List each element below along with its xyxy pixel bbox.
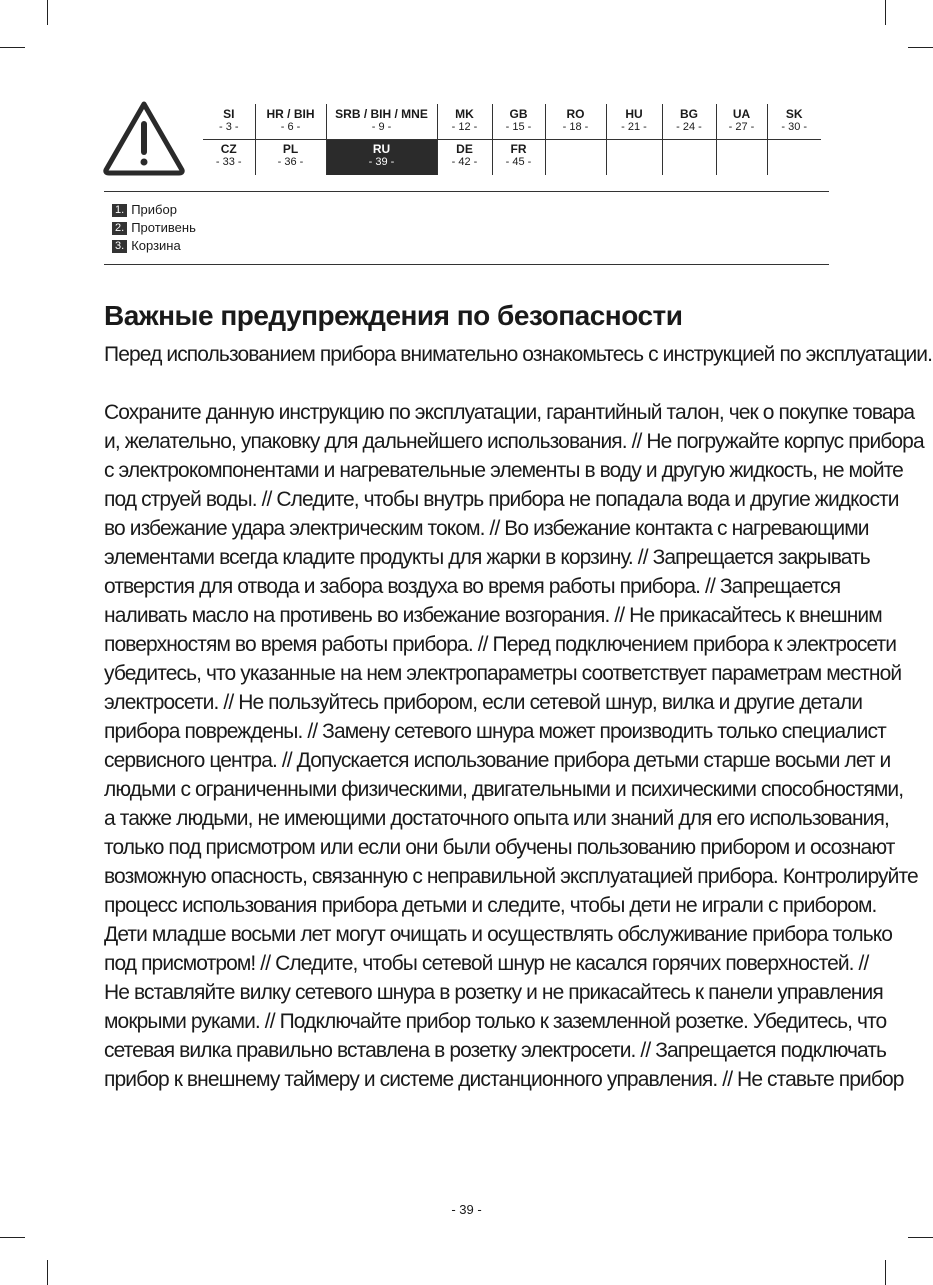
body-text-line: прибора повреждены. // Замену сетевого шнура может производить только специалист <box>104 720 886 743</box>
body-text-line: мокрыми руками. // Подключайте прибор только к заземленной розетке. Убедитесь, что <box>104 1010 887 1033</box>
body-text-line: с электрокомпонентами и нагревательные элементы в воду и другую жидкость, не мойте <box>104 459 903 482</box>
language-cell-empty <box>716 140 767 176</box>
page-number: - 39 - <box>451 1202 482 1217</box>
parts-list-item: 3. Корзина <box>112 237 196 255</box>
crop-mark <box>0 1237 25 1238</box>
language-cell-active[interactable]: RU - 39 - <box>326 140 437 176</box>
body-text-line: а также людьми, не имеющими достаточного опыта или знаний для его использования, <box>104 807 889 830</box>
body-text-line: отверстия для отвода и забора воздуха во время работы прибора. // Запрещается <box>104 575 841 598</box>
intro-paragraph: Перед использованием прибора внимательно ознакомьтесь с инструкцией по эксплуатации. <box>104 343 933 366</box>
language-cell[interactable]: GB - 15 - <box>492 104 545 140</box>
language-index-table <box>203 104 821 175</box>
language-cell-empty <box>545 140 606 176</box>
body-text-line: наливать масло на противень во избежание возгорания. // Не прикасайтесь к внешним <box>104 604 882 627</box>
crop-mark <box>908 1237 933 1238</box>
body-text-line: поверхностям во время работы прибора. // Перед подключением прибора к электросети <box>104 633 897 656</box>
language-cell[interactable]: PL - 36 - <box>255 140 326 176</box>
language-cell[interactable]: SK - 30 - <box>767 104 821 140</box>
language-cell-empty <box>767 140 821 176</box>
safety-warnings-paragraph <box>104 398 924 1094</box>
language-cell[interactable]: RO - 18 - <box>545 104 606 140</box>
parts-list-item: 1. Прибор <box>112 201 196 219</box>
body-text-line: сервисного центра. // Допускается использование прибора детьми старше восьми лет и <box>104 749 891 772</box>
language-row <box>203 104 821 140</box>
body-text-line: под струей воды. // Следите, чтобы внутрь прибора не попадала вода и другие жидкости <box>104 488 899 511</box>
language-cell[interactable]: UA - 27 - <box>716 104 767 140</box>
language-cell[interactable]: HU - 21 - <box>606 104 662 140</box>
language-cell[interactable]: CZ - 33 - <box>203 140 255 176</box>
language-cell-empty <box>606 140 662 176</box>
body-text-line: людьми с ограниченными физическими, двигательными и психическими способностями, <box>104 778 904 801</box>
parts-list <box>112 201 196 255</box>
divider <box>104 191 829 192</box>
body-text-line: элементами всегда кладите продукты для жарки в корзину. // Запрещается закрывать <box>104 546 870 569</box>
language-cell[interactable]: MK - 12 - <box>437 104 492 140</box>
language-cell[interactable]: FR - 45 - <box>492 140 545 176</box>
parts-list-item: 2. Противень <box>112 219 196 237</box>
body-text-line: под присмотром! // Следите, чтобы сетевой шнур не касался горячих поверхностей. // <box>104 952 869 975</box>
divider <box>104 264 829 265</box>
crop-mark <box>47 0 48 25</box>
body-text-line: во избежание удара электрическим током. // Во избежание контакта с нагревающими <box>104 517 869 540</box>
body-text-line: только под присмотром или если они были обучены пользованию прибором и осознают <box>104 836 895 859</box>
body-text-line: Сохраните данную инструкцию по эксплуатации, гарантийный талон, чек о покупке товара <box>104 401 915 424</box>
body-text-line: возможную опасность, связанную с неправильной эксплуатацией прибора. Контролируйте <box>104 865 918 888</box>
language-cell[interactable]: HR / BIH - 6 - <box>255 104 326 140</box>
warning-triangle-icon <box>102 100 186 176</box>
language-cell[interactable]: BG - 24 - <box>662 104 716 140</box>
body-text-line: и, желательно, упаковку для дальнейшего использования. // Не погружайте корпус прибора <box>104 430 924 453</box>
body-text-line: прибор к внешнему таймеру и системе дистанционного управления. // Не ставьте прибор <box>104 1068 904 1091</box>
language-cell-empty <box>662 140 716 176</box>
body-text-line: Дети младше восьми лет могут очищать и осуществлять обслуживание прибора только <box>104 923 893 946</box>
body-text-line: процесс использования прибора детьми и следите, чтобы дети не играли с прибором. <box>104 894 877 917</box>
crop-mark <box>0 47 25 48</box>
language-row <box>203 140 821 176</box>
language-cell[interactable]: SI - 3 - <box>203 104 255 140</box>
body-text-line: сетевая вилка правильно вставлена в розетку электросети. // Запрещается подключать <box>104 1039 887 1062</box>
crop-mark <box>908 47 933 48</box>
crop-mark <box>885 0 886 25</box>
language-cell[interactable]: DE - 42 - <box>437 140 492 176</box>
language-cell[interactable]: SRB / BIH / MNE - 9 - <box>326 104 437 140</box>
body-text-line: электросети. // Не пользуйтесь прибором, если сетевой шнур, вилка и другие детали <box>104 691 863 714</box>
crop-mark <box>885 1260 886 1285</box>
section-heading: Важные предупреждения по безопасности <box>104 300 683 331</box>
body-text-line: Не вставляйте вилку сетевого шнура в розетку и не прикасайтесь к панели управления <box>104 981 883 1004</box>
crop-mark <box>47 1260 48 1285</box>
body-text-line: убедитесь, что указанные на нем электропараметры соответствует параметрам местной <box>104 662 902 685</box>
